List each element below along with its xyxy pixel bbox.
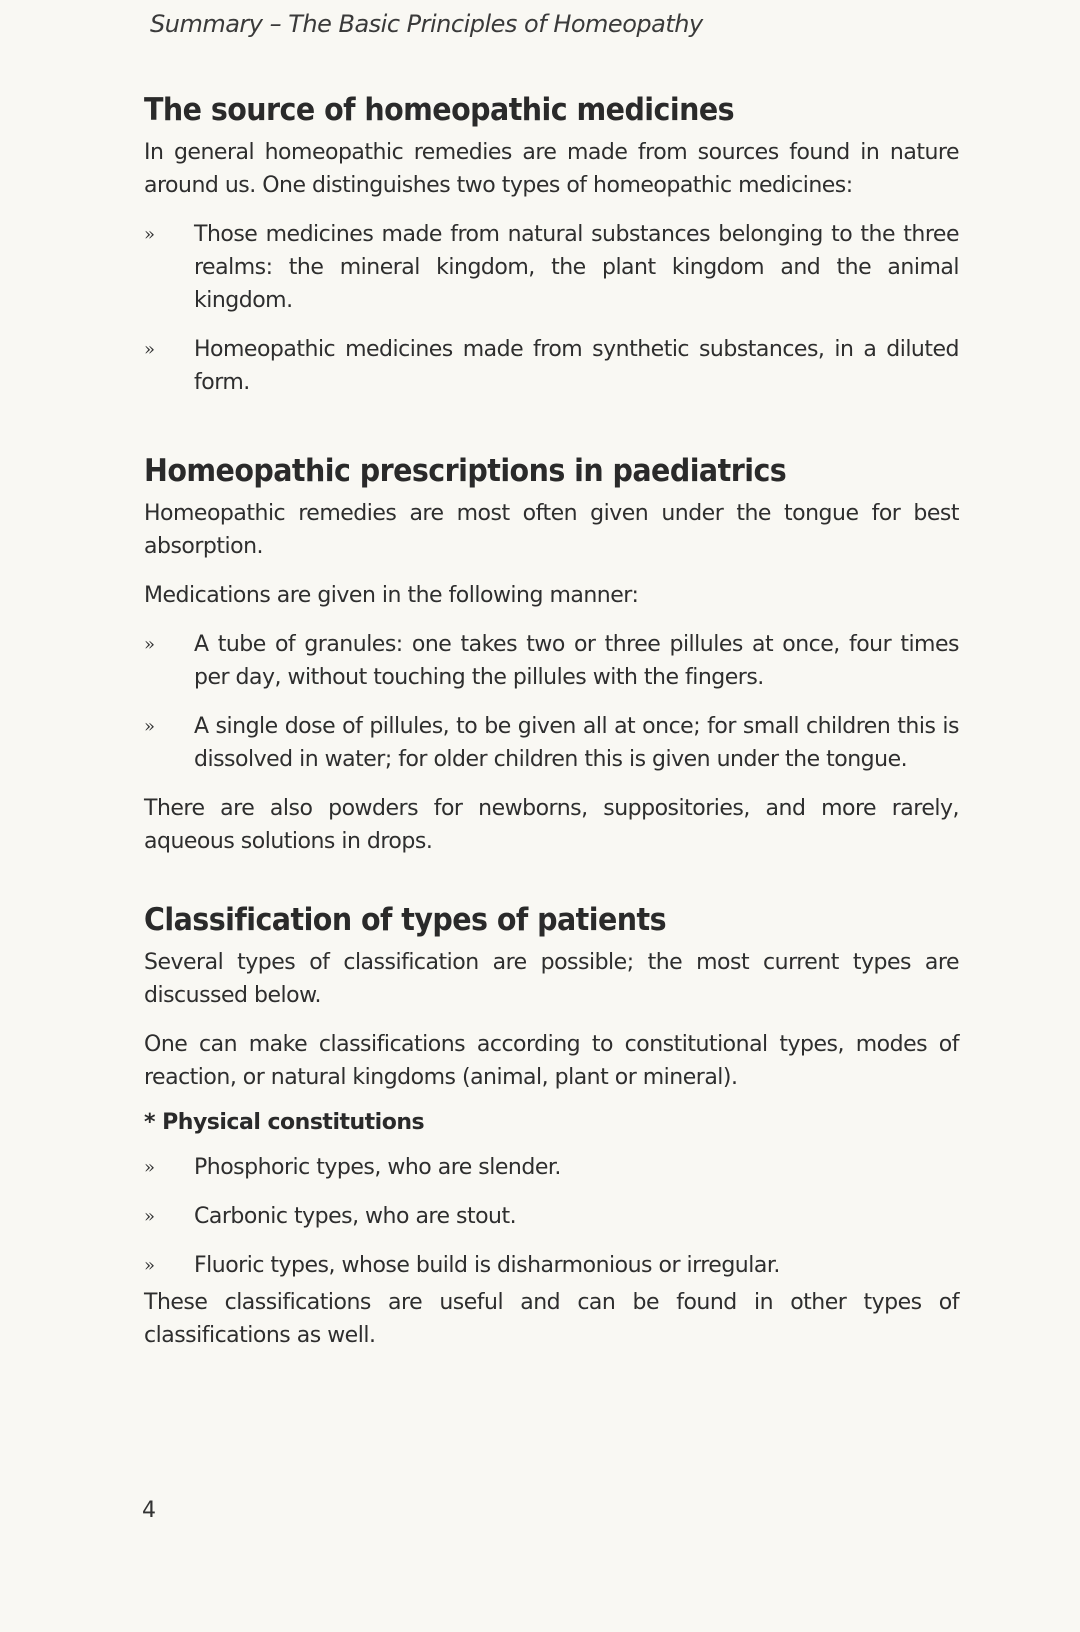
list-item-text: A single dose of pillules, to be given all at once; for small children this is dissolved in water; for older children this is given under the tongue. xyxy=(194,714,959,772)
page-number: 4 xyxy=(142,1498,156,1523)
section-heading: The source of homeopathic medicines xyxy=(144,92,735,128)
bullet-marker-icon: » xyxy=(144,634,156,655)
bullet-marker-icon: » xyxy=(144,1157,156,1178)
paragraph: Medications are given in the following manner: xyxy=(144,583,639,608)
list-item xyxy=(144,1249,959,1282)
paragraph: These classifications are useful and can be found in other types of classifications as well. xyxy=(144,1290,959,1348)
list-item xyxy=(144,218,959,317)
bullet-marker-icon: » xyxy=(144,1255,156,1276)
bullet-marker-icon: » xyxy=(144,224,156,245)
list-item-text: Carbonic types, who are stout. xyxy=(194,1204,517,1229)
paragraph: Homeopathic remedies are most often given under the tongue for best absorption. xyxy=(144,501,959,559)
bullet-marker-icon: » xyxy=(144,339,156,360)
list-item xyxy=(144,333,959,399)
list-item xyxy=(144,1200,959,1233)
paragraph: Several types of classification are possible; the most current types are discussed below. xyxy=(144,950,959,1008)
page-content xyxy=(144,92,959,1368)
subheading: * Physical constitutions xyxy=(144,1110,425,1135)
paragraph: There are also powders for newborns, suppositories, and more rarely, aqueous solutions in drops. xyxy=(144,796,959,854)
section-source-of-medicines xyxy=(144,92,959,399)
list-item-text: Homeopathic medicines made from synthetic substances, in a diluted form. xyxy=(194,337,959,395)
list-item xyxy=(144,628,959,694)
list-item-text: Fluoric types, whose build is disharmonious or irregular. xyxy=(194,1253,780,1278)
bullet-marker-icon: » xyxy=(144,716,156,737)
list-item-text: Those medicines made from natural substances belonging to the three realms: the mineral kingdom, the plant kingdom and the animal kingdom. xyxy=(194,222,959,313)
section-heading: Homeopathic prescriptions in paediatrics xyxy=(144,453,787,489)
running-head: Summary – The Basic Principles of Homeopathy xyxy=(150,10,703,38)
list-item xyxy=(144,1151,959,1184)
paragraph: One can make classifications according to constitutional types, modes of reaction, or natural kingdoms (animal, plant or mineral). xyxy=(144,1032,959,1090)
list-item-text: Phosphoric types, who are slender. xyxy=(194,1155,561,1180)
section-paediatric-prescriptions xyxy=(144,453,959,858)
paragraph: In general homeopathic remedies are made from sources found in nature around us. One distinguishes two types of homeopathic medicines: xyxy=(144,140,959,198)
section-patient-classification xyxy=(144,902,959,1352)
list-item-text: A tube of granules: one takes two or three pillules at once, four times per day, without touching the pillules with the fingers. xyxy=(194,632,959,690)
list-item xyxy=(144,710,959,776)
bullet-marker-icon: » xyxy=(144,1206,156,1227)
section-heading: Classification of types of patients xyxy=(144,902,667,938)
